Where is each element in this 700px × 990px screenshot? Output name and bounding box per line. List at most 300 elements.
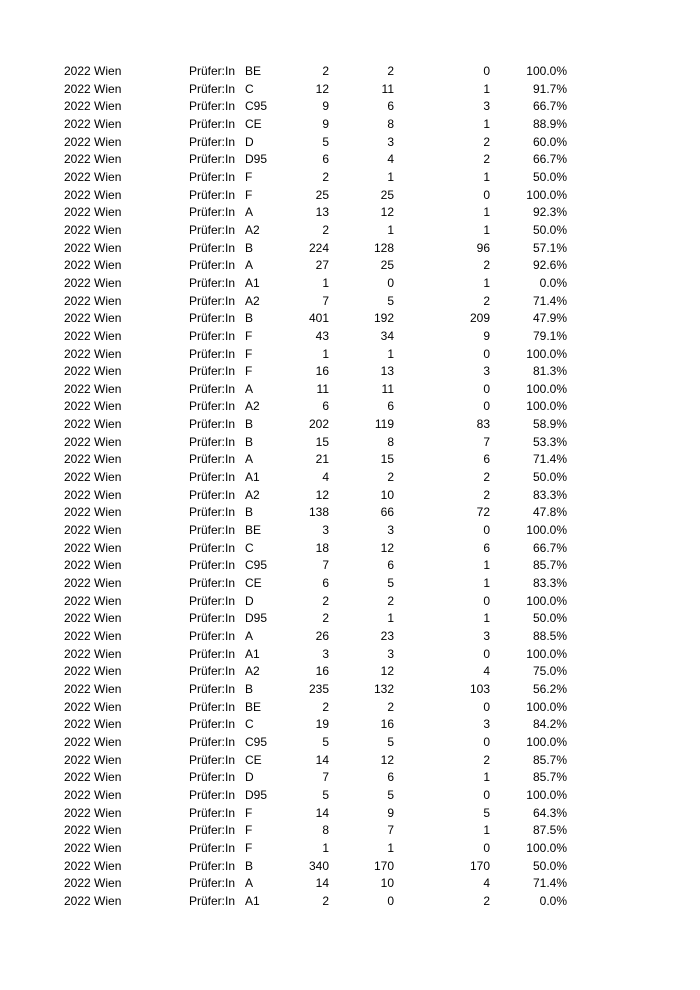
table-row	[0, 416, 700, 434]
failed-cell: 96	[476, 240, 490, 255]
table-row	[0, 151, 700, 169]
total-cell: 3	[322, 646, 329, 661]
total-cell: 12	[315, 81, 329, 96]
total-cell: 26	[315, 629, 329, 643]
license-class-cell: BE	[245, 699, 262, 714]
passed-cell: 10	[380, 876, 394, 891]
table-row	[0, 646, 700, 664]
pass-rate-cell: 100.0%	[526, 187, 567, 202]
passed-cell: 192	[373, 311, 394, 326]
pass-rate-cell: 79.1%	[532, 328, 567, 343]
passed-cell: 1	[387, 222, 394, 237]
pass-rate-cell: 50.0%	[532, 470, 567, 485]
table-row	[0, 663, 700, 681]
pass-rate-cell: 83.3%	[532, 487, 567, 502]
failed-cell: 1	[483, 558, 490, 573]
total-cell: 6	[322, 152, 329, 167]
passed-cell: 15	[380, 452, 394, 467]
pass-rate-cell: 50.0%	[532, 222, 567, 237]
failed-cell: 0	[483, 381, 490, 396]
role-cell: Prüfer:In	[189, 169, 236, 184]
total-cell: 14	[315, 805, 329, 820]
total-cell: 5	[322, 734, 329, 749]
passed-cell: 8	[387, 116, 394, 131]
passed-cell: 170	[373, 858, 394, 873]
year-location-cell: 2022 Wien	[64, 64, 122, 78]
passed-cell: 66	[380, 505, 394, 520]
table-row	[0, 310, 700, 328]
total-cell: 401	[308, 311, 329, 326]
passed-cell: 1	[387, 611, 394, 626]
table-row	[0, 328, 700, 346]
year-location-cell: 2022 Wien	[64, 240, 122, 255]
year-location-cell: 2022 Wien	[64, 222, 122, 237]
license-class-cell: A1	[245, 893, 260, 908]
pass-rate-cell: 57.1%	[532, 240, 567, 255]
year-location-cell: 2022 Wien	[64, 823, 122, 838]
year-location-cell: 2022 Wien	[64, 116, 122, 131]
license-class-cell: A	[245, 205, 254, 220]
pass-rate-cell: 64.3%	[532, 805, 567, 820]
role-cell: Prüfer:In	[189, 470, 236, 485]
table-row	[0, 522, 700, 540]
total-cell: 8	[322, 823, 329, 838]
pass-rate-cell: 53.3%	[532, 434, 567, 449]
total-cell: 21	[315, 452, 329, 467]
total-cell: 7	[322, 558, 329, 573]
license-class-cell: A2	[245, 222, 260, 237]
table-row	[0, 240, 700, 258]
role-cell: Prüfer:In	[189, 275, 236, 290]
year-location-cell: 2022 Wien	[64, 893, 122, 908]
failed-cell: 4	[483, 664, 490, 679]
year-location-cell: 2022 Wien	[64, 487, 122, 502]
license-class-cell: B	[245, 240, 254, 255]
license-class-cell: CE	[245, 752, 262, 767]
role-cell: Prüfer:In	[189, 134, 236, 149]
total-cell: 4	[322, 470, 329, 485]
failed-cell: 0	[483, 840, 490, 855]
failed-cell: 2	[483, 258, 490, 273]
total-cell: 2	[322, 611, 329, 626]
role-cell: Prüfer:In	[189, 576, 236, 591]
year-location-cell: 2022 Wien	[64, 417, 122, 432]
failed-cell: 72	[476, 505, 490, 520]
passed-cell: 6	[387, 770, 394, 785]
role-cell: Prüfer:In	[189, 328, 236, 343]
table-row	[0, 575, 700, 593]
year-location-cell: 2022 Wien	[64, 840, 122, 855]
license-class-cell: A	[245, 452, 254, 467]
year-location-cell: 2022 Wien	[64, 328, 122, 343]
license-class-cell: A2	[245, 664, 260, 679]
passed-cell: 3	[387, 134, 394, 149]
year-location-cell: 2022 Wien	[64, 152, 122, 167]
total-cell: 9	[322, 116, 329, 131]
table-row	[0, 346, 700, 364]
pass-rate-cell: 85.7%	[532, 770, 567, 785]
failed-cell: 83	[476, 417, 490, 432]
failed-cell: 6	[483, 540, 490, 555]
passed-cell: 2	[387, 470, 394, 485]
passed-cell: 128	[373, 240, 394, 255]
license-class-cell: CE	[245, 116, 262, 131]
total-cell: 3	[322, 523, 329, 538]
failed-cell: 2	[483, 470, 490, 485]
role-cell: Prüfer:In	[189, 258, 236, 273]
role-cell: Prüfer:In	[189, 858, 236, 873]
total-cell: 12	[315, 487, 329, 502]
year-location-cell: 2022 Wien	[64, 293, 122, 308]
role-cell: Prüfer:In	[189, 116, 236, 131]
year-location-cell: 2022 Wien	[64, 787, 122, 802]
license-class-cell: A	[245, 876, 254, 891]
pass-rate-cell: 92.6%	[532, 258, 567, 273]
pass-rate-cell: 100.0%	[526, 381, 567, 396]
passed-cell: 5	[387, 787, 394, 802]
license-class-cell: D95	[245, 611, 268, 626]
total-cell: 2	[322, 169, 329, 184]
total-cell: 5	[322, 134, 329, 149]
role-cell: Prüfer:In	[189, 99, 236, 114]
passed-cell: 1	[387, 169, 394, 184]
passed-cell: 132	[373, 681, 394, 696]
year-location-cell: 2022 Wien	[64, 805, 122, 820]
role-cell: Prüfer:In	[189, 717, 236, 732]
total-cell: 235	[308, 681, 329, 696]
role-cell: Prüfer:In	[189, 540, 236, 555]
total-cell: 1	[322, 275, 329, 290]
passed-cell: 10	[380, 487, 394, 502]
year-location-cell: 2022 Wien	[64, 576, 122, 591]
failed-cell: 3	[483, 99, 490, 114]
passed-cell: 23	[380, 629, 394, 643]
passed-cell: 12	[380, 540, 394, 555]
role-cell: Prüfer:In	[189, 240, 236, 255]
year-location-cell: 2022 Wien	[64, 664, 122, 679]
failed-cell: 7	[483, 434, 490, 449]
passed-cell: 34	[380, 328, 394, 343]
failed-cell: 1	[483, 169, 490, 184]
year-location-cell: 2022 Wien	[64, 169, 122, 184]
table-row	[0, 557, 700, 575]
license-class-cell: A2	[245, 487, 260, 502]
year-location-cell: 2022 Wien	[64, 611, 122, 626]
role-cell: Prüfer:In	[189, 81, 236, 96]
license-class-cell: B	[245, 311, 254, 326]
license-class-cell: F	[245, 169, 253, 184]
role-cell: Prüfer:In	[189, 152, 236, 167]
table-row	[0, 363, 700, 381]
year-location-cell: 2022 Wien	[64, 858, 122, 873]
total-cell: 2	[322, 593, 329, 608]
table-row	[0, 610, 700, 628]
pass-rate-cell: 66.7%	[532, 99, 567, 114]
total-cell: 9	[322, 99, 329, 114]
pass-rate-cell: 83.3%	[532, 576, 567, 591]
table-row	[0, 451, 700, 469]
total-cell: 2	[322, 893, 329, 908]
license-class-cell: A	[245, 258, 254, 273]
failed-cell: 3	[483, 364, 490, 379]
table-row	[0, 681, 700, 699]
total-cell: 2	[322, 699, 329, 714]
table-row	[0, 822, 700, 840]
total-cell: 6	[322, 399, 329, 414]
table-row	[0, 769, 700, 787]
role-cell: Prüfer:In	[189, 664, 236, 679]
year-location-cell: 2022 Wien	[64, 275, 122, 290]
passed-cell: 25	[380, 258, 394, 273]
year-location-cell: 2022 Wien	[64, 134, 122, 149]
table-row	[0, 204, 700, 222]
passed-cell: 2	[387, 699, 394, 714]
role-cell: Prüfer:In	[189, 346, 236, 361]
failed-cell: 1	[483, 611, 490, 626]
year-location-cell: 2022 Wien	[64, 99, 122, 114]
year-location-cell: 2022 Wien	[64, 770, 122, 785]
license-class-cell: B	[245, 434, 254, 449]
year-location-cell: 2022 Wien	[64, 717, 122, 732]
pass-rate-cell: 100.0%	[526, 840, 567, 855]
passed-cell: 6	[387, 558, 394, 573]
table-row	[0, 398, 700, 416]
year-location-cell: 2022 Wien	[64, 187, 122, 202]
license-class-cell: A1	[245, 646, 260, 661]
pass-rate-cell: 47.8%	[532, 505, 567, 520]
year-location-cell: 2022 Wien	[64, 81, 122, 96]
passed-cell: 5	[387, 293, 394, 308]
passed-cell: 25	[380, 187, 394, 202]
table-row	[0, 63, 700, 81]
table-row	[0, 893, 700, 911]
role-cell: Prüfer:In	[189, 823, 236, 838]
failed-cell: 1	[483, 275, 490, 290]
role-cell: Prüfer:In	[189, 187, 236, 202]
role-cell: Prüfer:In	[189, 876, 236, 891]
passed-cell: 1	[387, 346, 394, 361]
total-cell: 1	[322, 840, 329, 855]
license-class-cell: BE	[245, 64, 262, 78]
passed-cell: 3	[387, 523, 394, 538]
role-cell: Prüfer:In	[189, 558, 236, 573]
passed-cell: 6	[387, 399, 394, 414]
year-location-cell: 2022 Wien	[64, 593, 122, 608]
table-row	[0, 787, 700, 805]
pass-rate-cell: 88.5%	[532, 629, 567, 643]
table-row	[0, 81, 700, 99]
role-cell: Prüfer:In	[189, 505, 236, 520]
license-class-cell: CE	[245, 576, 262, 591]
license-class-cell: C95	[245, 99, 268, 114]
license-class-cell: F	[245, 823, 253, 838]
role-cell: Prüfer:In	[189, 452, 236, 467]
passed-cell: 11	[381, 381, 394, 396]
table-row	[0, 734, 700, 752]
table-row	[0, 187, 700, 205]
total-cell: 224	[308, 240, 329, 255]
failed-cell: 2	[483, 152, 490, 167]
pass-rate-cell: 100.0%	[526, 593, 567, 608]
role-cell: Prüfer:In	[189, 293, 236, 308]
role-cell: Prüfer:In	[189, 629, 236, 643]
license-class-cell: F	[245, 346, 253, 361]
failed-cell: 2	[483, 134, 490, 149]
license-class-cell: B	[245, 505, 254, 520]
table-row	[0, 628, 700, 646]
passed-cell: 119	[374, 417, 394, 432]
table-row	[0, 504, 700, 522]
year-location-cell: 2022 Wien	[64, 558, 122, 573]
total-cell: 340	[308, 858, 329, 873]
failed-cell: 1	[483, 823, 490, 838]
year-location-cell: 2022 Wien	[64, 699, 122, 714]
role-cell: Prüfer:In	[189, 646, 236, 661]
failed-cell: 103	[469, 681, 490, 696]
license-class-cell: C	[245, 81, 254, 96]
year-location-cell: 2022 Wien	[64, 752, 122, 767]
pass-rate-cell: 50.0%	[532, 858, 567, 873]
total-cell: 138	[308, 505, 329, 520]
year-location-cell: 2022 Wien	[64, 452, 122, 467]
pass-rate-cell: 100.0%	[526, 734, 567, 749]
table-row	[0, 487, 700, 505]
license-class-cell: C	[245, 717, 254, 732]
pass-rate-cell: 87.5%	[532, 823, 567, 838]
year-location-cell: 2022 Wien	[64, 205, 122, 220]
table-row	[0, 169, 700, 187]
year-location-cell: 2022 Wien	[64, 311, 122, 326]
failed-cell: 3	[483, 629, 490, 643]
failed-cell: 3	[483, 717, 490, 732]
table-row	[0, 858, 700, 876]
license-class-cell: A2	[245, 293, 260, 308]
passed-cell: 11	[381, 81, 394, 96]
failed-cell: 2	[483, 487, 490, 502]
year-location-cell: 2022 Wien	[64, 346, 122, 361]
failed-cell: 1	[483, 81, 490, 96]
total-cell: 43	[315, 328, 329, 343]
failed-cell: 0	[483, 64, 490, 78]
passed-cell: 8	[387, 434, 394, 449]
pass-rate-cell: 66.7%	[532, 152, 567, 167]
pass-rate-cell: 71.4%	[532, 876, 567, 891]
role-cell: Prüfer:In	[189, 752, 236, 767]
failed-cell: 5	[483, 805, 490, 820]
year-location-cell: 2022 Wien	[64, 646, 122, 661]
passed-cell: 12	[380, 205, 394, 220]
pass-rate-cell: 71.4%	[532, 293, 567, 308]
year-location-cell: 2022 Wien	[64, 876, 122, 891]
passed-cell: 5	[387, 734, 394, 749]
passed-cell: 0	[387, 893, 394, 908]
table-row	[0, 716, 700, 734]
license-class-cell: D	[245, 593, 254, 608]
total-cell: 11	[316, 381, 329, 396]
pass-rate-cell: 100.0%	[526, 64, 567, 78]
failed-cell: 0	[483, 646, 490, 661]
failed-cell: 0	[483, 523, 490, 538]
pass-rate-cell: 100.0%	[526, 699, 567, 714]
pass-rate-cell: 84.2%	[532, 717, 567, 732]
total-cell: 16	[315, 664, 329, 679]
role-cell: Prüfer:In	[189, 64, 236, 78]
license-class-cell: F	[245, 840, 253, 855]
failed-cell: 9	[483, 328, 490, 343]
license-class-cell: D95	[245, 152, 268, 167]
license-class-cell: D	[245, 134, 254, 149]
year-location-cell: 2022 Wien	[64, 470, 122, 485]
pass-rate-cell: 56.2%	[532, 681, 567, 696]
failed-cell: 6	[483, 452, 490, 467]
license-class-cell: B	[245, 858, 254, 873]
table-row	[0, 699, 700, 717]
pass-rate-cell: 85.7%	[532, 558, 567, 573]
total-cell: 19	[315, 717, 329, 732]
failed-cell: 2	[483, 293, 490, 308]
pass-rate-cell: 85.7%	[532, 752, 567, 767]
passed-cell: 12	[380, 664, 394, 679]
pass-rate-cell: 0.0%	[539, 893, 567, 908]
license-class-cell: A1	[245, 275, 260, 290]
role-cell: Prüfer:In	[189, 593, 236, 608]
year-location-cell: 2022 Wien	[64, 540, 122, 555]
role-cell: Prüfer:In	[189, 417, 236, 432]
table-row	[0, 293, 700, 311]
role-cell: Prüfer:In	[189, 770, 236, 785]
passed-cell: 7	[387, 823, 394, 838]
pass-rate-cell: 50.0%	[532, 169, 567, 184]
failed-cell: 0	[483, 734, 490, 749]
year-location-cell: 2022 Wien	[64, 505, 122, 520]
role-cell: Prüfer:In	[189, 381, 236, 396]
table-row	[0, 840, 700, 858]
role-cell: Prüfer:In	[189, 840, 236, 855]
pass-rate-cell: 0.0%	[539, 275, 567, 290]
passed-cell: 13	[380, 364, 394, 379]
pass-rate-cell: 91.7%	[532, 81, 567, 96]
total-cell: 1	[322, 346, 329, 361]
pass-rate-cell: 66.7%	[532, 540, 567, 555]
table-row	[0, 805, 700, 823]
pass-rate-cell: 81.3%	[532, 364, 567, 379]
license-class-cell: BE	[245, 523, 262, 538]
pass-rate-cell: 92.3%	[532, 205, 567, 220]
total-cell: 18	[315, 540, 329, 555]
total-cell: 25	[315, 187, 329, 202]
failed-cell: 0	[483, 593, 490, 608]
failed-cell: 2	[483, 893, 490, 908]
license-class-cell: B	[245, 417, 254, 432]
passed-cell: 1	[387, 840, 394, 855]
table-row	[0, 134, 700, 152]
table-row	[0, 116, 700, 134]
passed-cell: 2	[387, 64, 394, 78]
failed-cell: 209	[469, 311, 490, 326]
role-cell: Prüfer:In	[189, 787, 236, 802]
license-class-cell: C95	[245, 558, 268, 573]
year-location-cell: 2022 Wien	[64, 364, 122, 379]
failed-cell: 1	[483, 576, 490, 591]
role-cell: Prüfer:In	[189, 681, 236, 696]
total-cell: 13	[315, 205, 329, 220]
license-class-cell: B	[245, 681, 254, 696]
license-class-cell: C	[245, 540, 254, 555]
total-cell: 2	[322, 222, 329, 237]
failed-cell: 1	[483, 116, 490, 131]
pass-rate-cell: 60.0%	[532, 134, 567, 149]
pass-rate-cell: 75.0%	[532, 664, 567, 679]
